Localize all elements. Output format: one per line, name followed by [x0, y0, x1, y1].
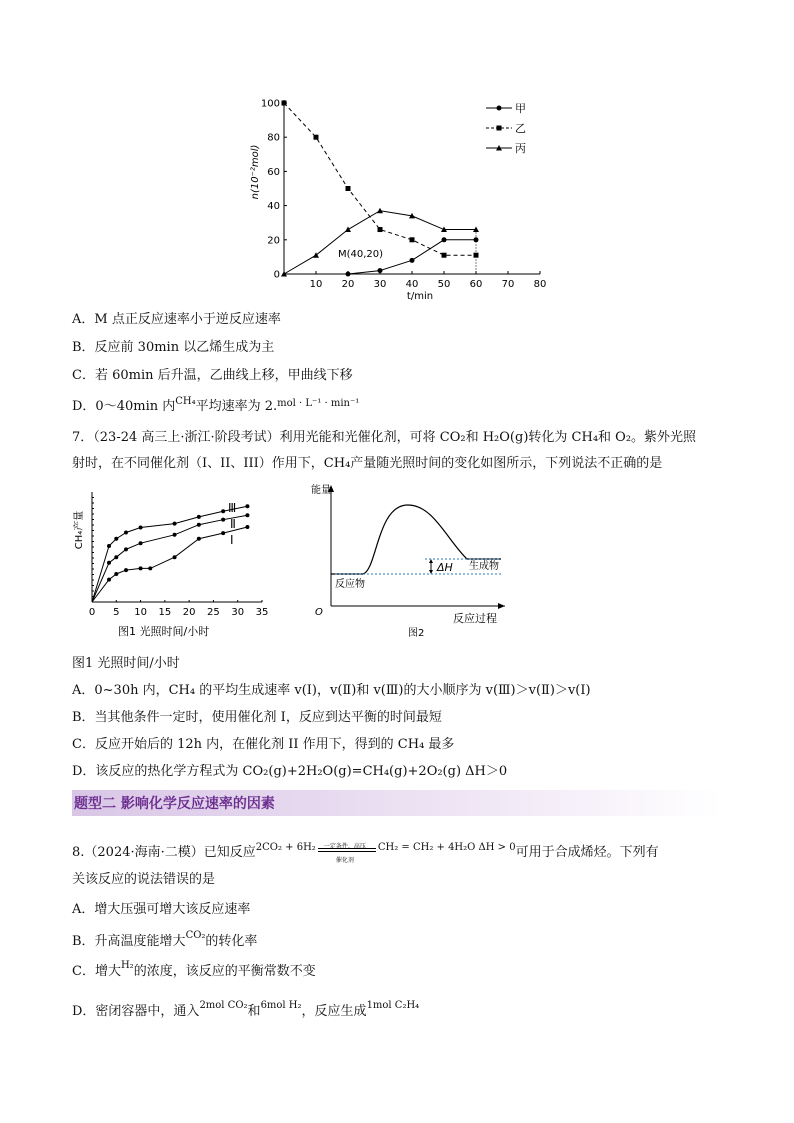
x-axis-label: t/min [406, 291, 434, 302]
fig1-point [124, 547, 128, 551]
figure-caption-text: 图1 光照时间/小时 [72, 656, 180, 671]
fig1-x-tick-label: 20 [182, 607, 196, 618]
q8-stem-line2: 关该反应的说法错误的是 [72, 872, 216, 887]
point-bing [377, 208, 383, 214]
x-tick-label: 30 [373, 279, 387, 290]
fig1-point [245, 525, 249, 529]
fig1-point [107, 544, 111, 548]
q7-option-b: B．当其他条件一定时，使用催化剂 I，反应到达平衡的时间最短 [72, 710, 442, 725]
q6-d-unit: mol · L⁻¹ · min⁻¹ [277, 398, 360, 409]
figure-1-chart [70, 490, 280, 640]
fig1-x-tick-label: 10 [134, 607, 147, 618]
q7-stem-line2: 射时，在不同催化剂（I、II、III）作用下，CH₄产量随光照时间的变化如图所示，下列说法不正确的是 [72, 456, 663, 471]
fig1-label-i: Ⅰ [230, 533, 234, 547]
point-m-label: M(40,20) [338, 249, 384, 260]
fig1-x-tick-label: 30 [231, 607, 245, 618]
fig2-x-label: 反应过程 [453, 612, 497, 625]
fig1-point [107, 561, 111, 565]
point-jia [410, 258, 415, 263]
legend-bing: 丙 [515, 142, 526, 155]
q8-post: 可用于合成烯烃。下列有 [515, 845, 659, 860]
q8-d-and: 和 [247, 1004, 261, 1019]
q6-d-formula: CH₄ [175, 396, 196, 407]
point-yi [410, 237, 415, 242]
series-line-1 [284, 103, 476, 255]
q8-d-co2: 2mol CO₂ [199, 1000, 248, 1011]
legend-marker-jia [497, 106, 502, 111]
q7-option-d: D．该反应的热化学方程式为 CO₂(g)+2H₂O(g)=CH₄(g)+2O₂(g) ΔH＞0 [72, 764, 508, 779]
fig2-origin: O [315, 607, 323, 618]
x-tick-label: 20 [341, 279, 355, 290]
y-tick-label: 40 [267, 201, 280, 213]
fig1-point [114, 555, 118, 559]
y-tick-label: 80 [267, 132, 280, 144]
fig1-caption: 图1 光照时间/小时 [118, 625, 210, 638]
fig1-point [197, 537, 201, 541]
fig1-point [221, 518, 225, 522]
q8-prefix: 8.（2024·海南·二模）已知反应 [72, 845, 256, 860]
x-tick-label: 70 [501, 279, 515, 290]
fig1-point [114, 537, 118, 541]
q8-option-a: A．增大压强可增大该反应速率 [72, 902, 251, 917]
q8-stem-line1 [72, 844, 659, 864]
y-axis-label: n(10⁻²mol) [250, 144, 261, 200]
fig1-point [107, 578, 111, 582]
q6-option-b: B．反应前 30min 以乙烯生成为主 [72, 340, 275, 355]
fig1-x-tick-label: 25 [207, 607, 220, 618]
q6-option-d [72, 398, 359, 417]
series-line-2 [284, 211, 476, 274]
q8-d-c2h4: 1mol C₂H₄ [366, 1000, 420, 1011]
legend-marker-yi [497, 126, 502, 131]
fig1-point [124, 568, 128, 572]
legend-yi: 乙 [515, 122, 526, 135]
q8-option-b [72, 930, 258, 952]
y-tick-label: 60 [267, 166, 280, 178]
q8-d-h2: 6mol H₂ [260, 1000, 302, 1011]
q8-arrow-top: 一定条件、高压 [323, 843, 366, 850]
fig1-label-iii: Ⅲ [228, 501, 237, 515]
fig1-y-label: CH₄产量 [74, 510, 85, 550]
q8-c-formula: H₂ [120, 960, 134, 971]
point-jia [378, 268, 383, 273]
figure-2-energy-diagram [305, 480, 515, 642]
fig2-x-arrow [498, 603, 505, 609]
q8-eq-left: 2CO₂ + 6H₂ [255, 842, 316, 853]
q6-d-prefix: D．0～40min 内 [72, 399, 176, 414]
fig1-point [124, 531, 128, 535]
point-jia [346, 272, 351, 277]
fig1-point [245, 513, 249, 517]
y-tick-label: 0 [273, 269, 280, 281]
fig1-point [245, 504, 249, 508]
x-tick-label: 80 [533, 279, 547, 290]
point-yi [442, 253, 447, 258]
fig1-point [114, 572, 118, 576]
fig1-point [139, 541, 143, 545]
q7-option-c: C．反应开始后的 12h 内，在催化剂 II 作用下，得到的 CH₄ 最多 [72, 737, 455, 752]
point-jia [442, 237, 447, 242]
fig1-point [221, 531, 225, 535]
section-banner [72, 790, 722, 816]
legend [486, 102, 526, 155]
q8-eq-right: CH₂ = CH₂ + 4H₂O ΔH > 0 [377, 842, 516, 853]
y-tick-label: 100 [260, 98, 280, 110]
x-tick-label: 60 [469, 279, 483, 290]
point-yi [346, 186, 351, 191]
x-tick-label: 50 [437, 279, 451, 290]
q8-b-formula: CO₂ [185, 930, 206, 941]
q8-option-d [72, 1000, 420, 1022]
fig1-label-ii: Ⅱ [230, 517, 236, 531]
q7-stem-line1: 7．（23-24 高三上·浙江·阶段考试）利用光能和光催化剂，可将 CO₂和 H₂O(g)转化为 CH₄和 O₂。紫外光照 [72, 430, 697, 445]
legend-jia: 甲 [515, 102, 526, 115]
fig1-point [197, 523, 201, 527]
q8-d-mid: ，反应生成 [301, 1004, 367, 1019]
fig1-point [197, 515, 201, 519]
q8-arrow [316, 844, 378, 864]
fig1-point [173, 533, 177, 537]
dh-label: ΔH [437, 561, 453, 574]
fig1-point [148, 566, 152, 570]
y-tick-label: 20 [267, 235, 280, 247]
reactant-label: 反应物 [335, 579, 365, 590]
fig1-point [221, 509, 225, 513]
fig1-x-tick-label: 15 [158, 607, 172, 618]
fig2-y-label: 能量 [311, 485, 331, 496]
fig1-point [139, 566, 143, 570]
point-bing [345, 227, 351, 233]
q8-d-prefix: D．密闭容器中，通入 [72, 1004, 200, 1019]
q7-option-a: A．0~30h 内，CH₄ 的平均生成速率 v(Ⅰ)，v(Ⅱ)和 v(Ⅲ)的大小顺序为 v(Ⅲ)＞v(Ⅱ)＞v(Ⅰ) [72, 683, 591, 698]
section-title: 题型二 影响化学反应速率的因素 [74, 796, 275, 812]
q8-c-suffix: 的浓度，该反应的平衡常数不变 [133, 964, 316, 979]
q8-arrow-bottom: 催化剂 [335, 857, 354, 864]
q6-option-c: C．若 60min 后升温，乙曲线上移，甲曲线下移 [72, 368, 353, 383]
point-yi [314, 135, 319, 140]
fig1-point [173, 522, 177, 526]
x-tick-label: 10 [309, 279, 323, 290]
point-yi [378, 227, 383, 232]
x-tick-label: 40 [405, 279, 419, 290]
reaction-chart [250, 92, 550, 304]
fig2-caption: 图2 [408, 628, 425, 639]
q8-c-prefix: C．增大 [72, 964, 121, 979]
fig1-x-tick-label: 35 [255, 607, 269, 618]
q8-b-prefix: B．升高温度能增大 [72, 934, 186, 949]
fig1-x-tick-label: 5 [113, 607, 120, 618]
fig1-x-tick-label: 0 [88, 607, 96, 618]
product-label: 生成物 [469, 561, 499, 572]
q6-d-mid: 平均速率为 2. [195, 399, 278, 414]
q8-b-suffix: 的转化率 [205, 934, 258, 949]
q6-option-a: A．M 点正反应速率小于逆反应速率 [72, 312, 281, 327]
point-yi [282, 101, 287, 106]
fig1-point [139, 526, 143, 530]
fig1-point [173, 555, 177, 559]
q8-option-c [72, 960, 316, 982]
